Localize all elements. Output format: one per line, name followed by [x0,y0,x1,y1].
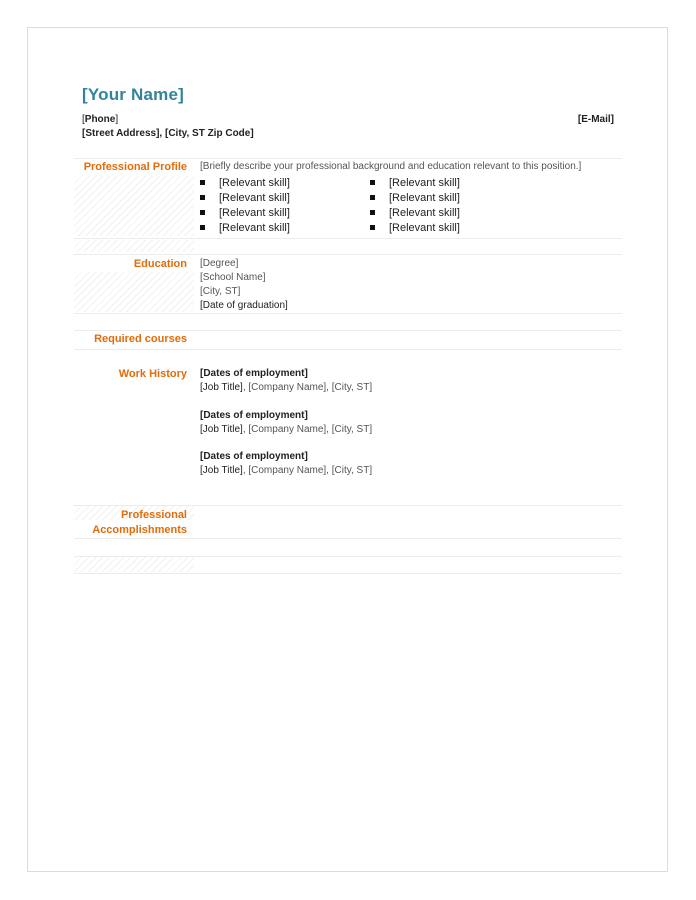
bullet-icon [200,210,205,215]
job-line [200,423,372,437]
divider [74,158,622,159]
bullet-icon [200,195,205,200]
list-item: [Relevant skill] [370,176,460,191]
education-school: [School Name] [200,272,266,283]
list-item: [Relevant skill] [370,191,460,206]
job-dates: [Dates of employment] [200,410,308,421]
job-dates: [Dates of employment] [200,368,308,379]
job-company: , [Company Name], [City, ST] [242,465,373,476]
bullet-icon [370,210,375,215]
section-label-courses: Required courses [94,333,187,345]
profile-hatch [74,176,194,236]
list-item: [Relevant skill] [200,191,290,206]
education-graduation: [Date of graduation] [200,300,288,311]
job-company: , [Company Name], [City, ST] [242,382,373,393]
divider [74,349,622,350]
phone-line: [Phone] [82,114,119,125]
education-city: [City, ST] [200,286,241,297]
divider [74,330,622,331]
street-address: [Street Address], [City, ST Zip Code] [82,128,254,139]
resume-page [27,27,668,872]
education-hatch [74,272,194,312]
bullet-icon [370,195,375,200]
bottom-hatch [74,557,194,572]
divider [74,505,622,506]
phone-value: Phone [84,114,116,125]
job-title: [Job Title] [200,424,243,435]
job-dates: [Dates of employment] [200,451,308,462]
divider [74,313,622,314]
section-label-profile: Professional Profile [83,161,187,173]
education-degree: [Degree] [200,258,239,269]
list-item: [Relevant skill] [370,221,460,236]
job-company: , [Company Name], [City, ST] [242,424,373,435]
list-item: [Relevant skill] [200,221,290,236]
divider [74,238,622,239]
section-label-education: Education [133,258,187,270]
divider [74,556,622,557]
job-line [200,464,372,478]
job-line [200,381,372,395]
bullet-icon [200,225,205,230]
candidate-name: [Your Name] [82,85,185,104]
bullet-icon [200,180,205,185]
job-title: [Job Title] [200,465,243,476]
divider [74,254,622,255]
job-title: [Job Title] [200,382,243,393]
list-item: [Relevant skill] [200,176,290,191]
divider [74,538,622,539]
bullet-icon [370,225,375,230]
section-label-work: Work History [118,368,187,380]
list-item: [Relevant skill] [200,206,290,221]
profile-hatch-spacer [74,240,194,252]
divider [74,573,622,574]
section-label-accomplishments: Professional Accomplishments [92,509,187,536]
profile-summary: [Briefly describe your professional background and education relevant to this position.] [200,161,582,172]
email-value: [E-Mail] [577,114,614,125]
list-item: [Relevant skill] [370,206,460,221]
bullet-icon [370,180,375,185]
